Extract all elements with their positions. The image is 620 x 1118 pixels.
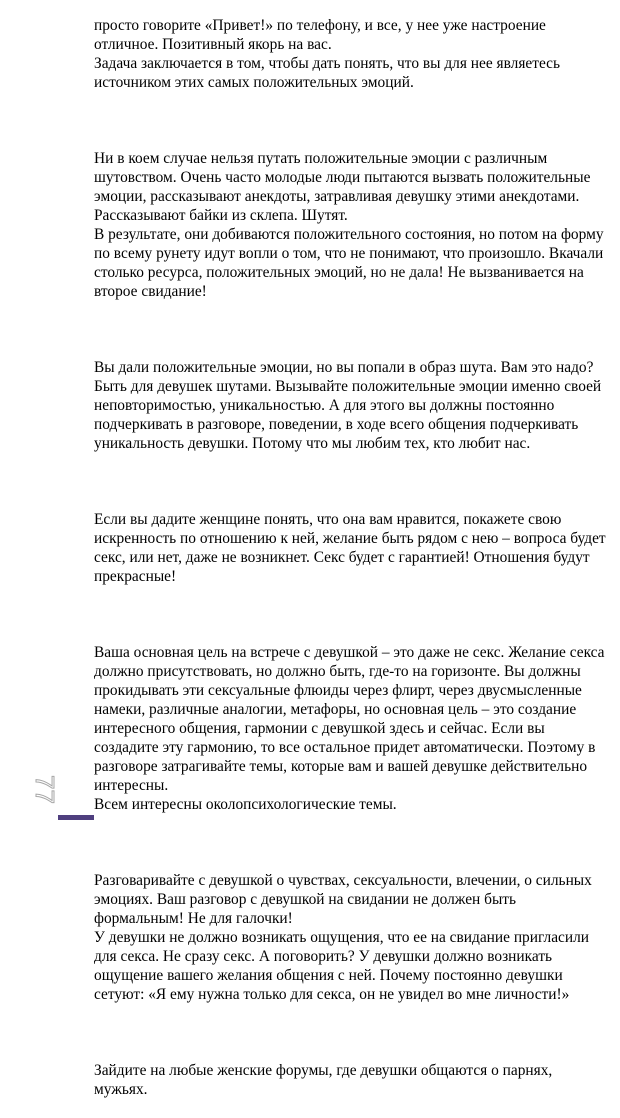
paragraph-gap (94, 472, 609, 491)
paragraph: Ни в коем случае нельзя путать положительные эмоции с различным шутовством. Очень часто молодые люди пытаются вызвать положительные эмоции, рассказывают анекдоты, затравливая девушку этими анекдотами. Рассказывают байки из склепа. Шутят. В результате, они добиваются положительного состояния, но потом на форму по всему рунету идут вопли о том, что не понимают, что произошло. Вкачали столько ресурса, положительных эмоций, но не дала! Не вызванивается на второе свидание! (94, 150, 604, 300)
paragraph: Вы дали положительные эмоции, но вы попали в образ шута. Вам это надо? Быть для девушек шутами. Вызывайте положительные эмоции именно своей неповторимостью, уникальностью. А для этого вы должны постоянно подчеркивать в разговоре, поведении, в ходе всего общения подчеркивать уникальность девушки. Потому что мы любим тех, кто любит нас. (94, 359, 602, 452)
paragraph-gap (94, 1023, 609, 1042)
page-number: 77 (30, 775, 60, 804)
paragraph: просто говорите «Привет!» по телефону, и все, у нее уже настроение отличное. Позитивный якорь на вас. Задача заключается в том, чтобы дать понять, что вы для нее являетесь источником этих самых положительных эмоций. (94, 17, 561, 91)
paragraph-gap (94, 111, 609, 130)
paragraph-gap (94, 605, 609, 624)
footer-bar (58, 815, 94, 820)
page-body (94, 0, 609, 1118)
paragraph-gap (94, 320, 609, 339)
paragraph: Если вы дадите женщине понять, что она вам нравится, покажете свою искренность по отношению к ней, желание быть рядом с нею – вопроса будет секс, или нет, даже не возникнет. Секс будет с гарантией! Отношения будут прекрасные! (94, 511, 606, 585)
paragraph: Ваша основная цель на встрече с девушкой – это даже не секс. Желание секса должно присутствовать, но должно быть, где-то на горизонте. Вы должны прокидывать эти сексуальные флюиды через флирт, через двусмысленные намеки, различные аналогии, метафоры, но основная цель – это создание интересного общения, гармонии с девушкой здесь и сейчас. Если вы создадите эту гармонию, то все остальное придет автоматически. Поэтому в разговоре затрагивайте темы, которые вам и вашей девушке действительно интересны. Всем интересны околопсихологические темы. (94, 644, 605, 813)
paragraph: Зайдите на любые женские форумы, где девушки общаются о парнях, мужьях. (94, 1062, 553, 1098)
paragraph: Разговаривайте с девушкой о чувствах, сексуальности, влечении, о сильных эмоциях. Ваш разговор с девушкой на свидании не должен быть формальным! Не для галочки! У девушки не должно возникать ощущения, что ее на свидание пригласили для секса. Не сразу секс. А поговорить? У девушки должно возникать ощущение вашего желания общения с ней. Почему постоянно девушки сетуют: «Я ему нужна только для секса, он не увидел во мне личности!» (94, 872, 592, 1003)
paragraph-gap (94, 833, 609, 852)
